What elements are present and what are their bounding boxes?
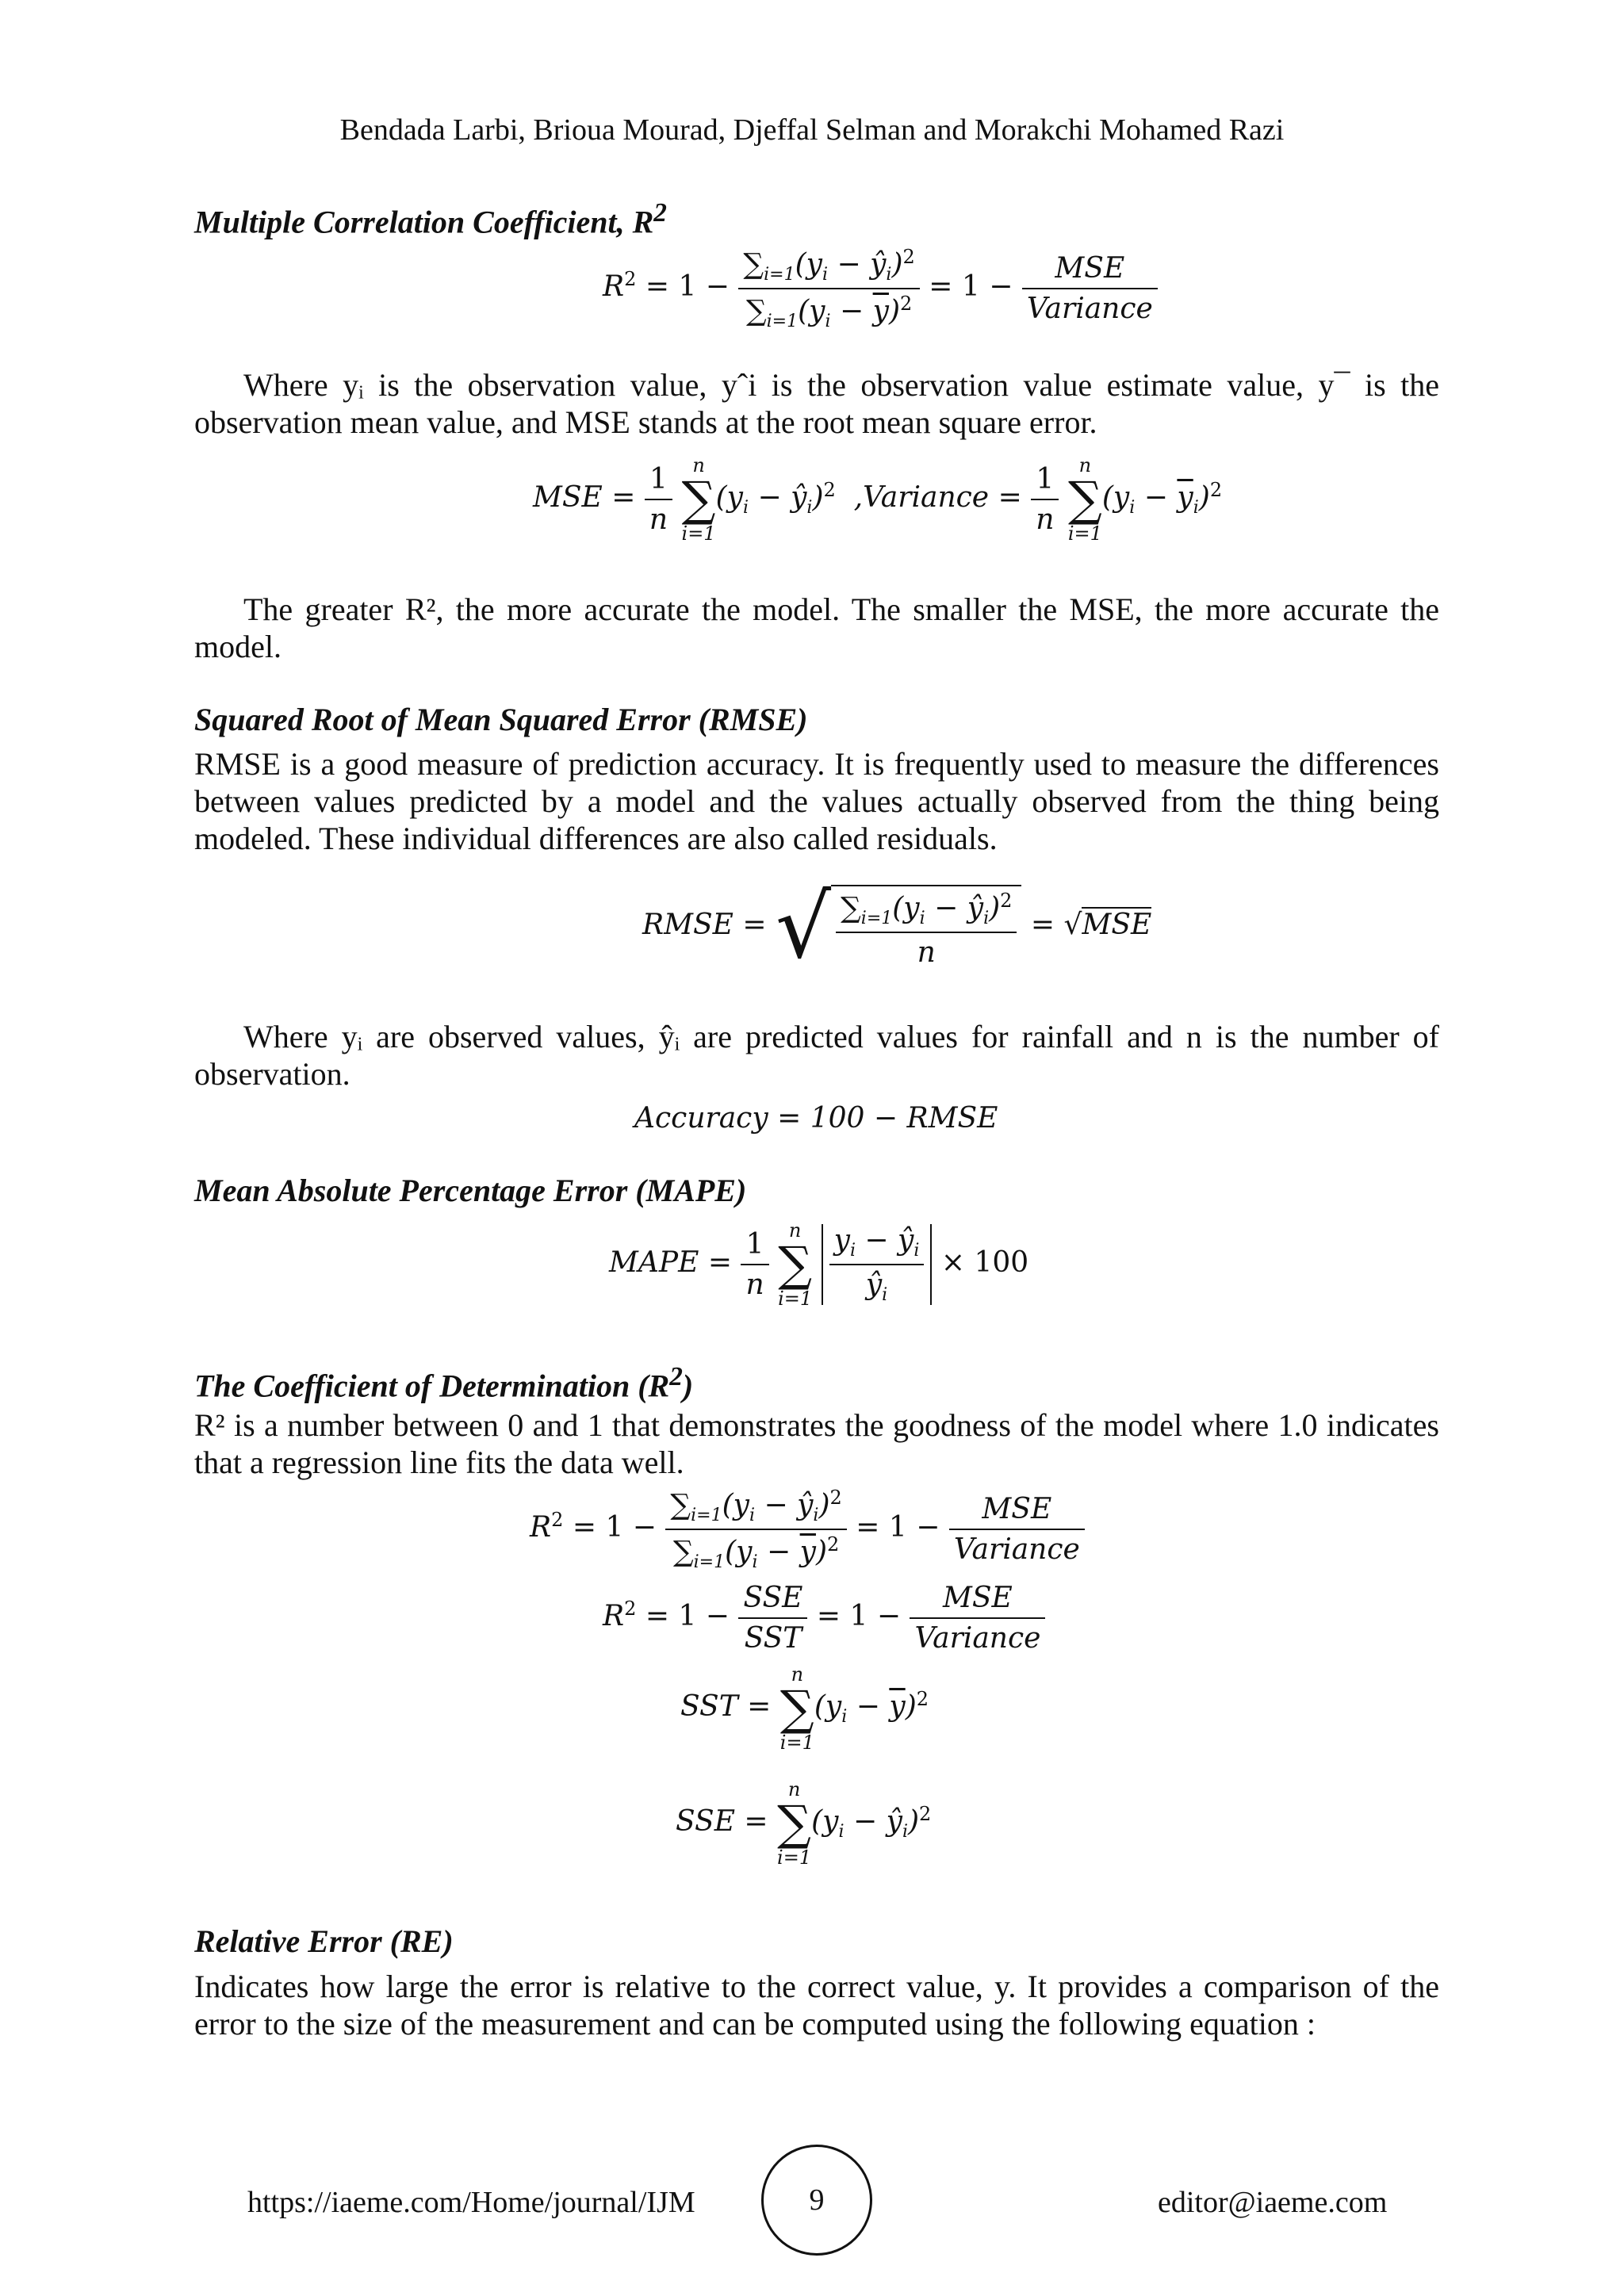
heading-tail: ): [682, 1368, 694, 1404]
section-heading-multiple-correlation: [194, 198, 667, 240]
equation-sse: SSE = n ∑ i=1 ($y_i$ − $ŷ_i)^2$: [676, 1778, 932, 1869]
equation-mape: MAPE = $\frac{1}{n}$ n ∑ i=1 $\frac{y_i - ŷ_i}{ŷ_i}$ × 100: [609, 1219, 1029, 1310]
heading-superscript: 2: [669, 1362, 683, 1391]
equation-accuracy: Accuracy = 100 − RMSE: [634, 1102, 998, 1135]
page-number: 9: [761, 2145, 872, 2256]
equation-r-squared-1: $R^2 = 1$ − $\frac{\sum_{i=1}(y_i - ŷ_i)^2}{\sum_{i=1}(y_i - \overline{y})^2}$ = 1 − $\frac{\text{MSE}}{\text{Variance}}$: [603, 246, 1158, 331]
paragraph-rmse-variables: Where yᵢ are observed values, ŷᵢ are predicted values for rainfall and n is the number of observation.: [194, 1019, 1439, 1092]
equation-sst: SST = n ∑ i=1 $(y_i - \overline{y})^2$: [680, 1663, 929, 1754]
equation-r-squared-2: $R^2 = 1$ − $\frac{\sum_{i=1}(y_i - ŷ_i)^2}{\sum_{i=1}(y_i - \overline{y})^2}$ = 1 − $\frac{\text{MSE}}{\text{Variance}}$: [530, 1487, 1085, 1572]
paragraph-rmse-description: RMSE is a good measure of prediction accuracy. It is frequently used to measure the differences between values predicted by a model and the values actually observed from the thing being modeled. These individual differences are also called residuals.: [194, 746, 1439, 856]
paragraph-observation-definition: Where yᵢ is the observation value, yˆi is the observation value estimate value, y¯ is the observation mean value, and MSE stands at the root mean square error.: [194, 367, 1439, 440]
equation-r-squared-sse-sst: $R^2 = 1$ − $\frac{\text{SSE}}{\text{SST}}$ = 1 − $\frac{\text{MSE}}{\text{Variance}}$: [603, 1582, 1045, 1655]
paragraph-r2-mse-accuracy: The greater R², the more accurate the model. The smaller the MSE, the more accurate the model.: [194, 591, 1439, 664]
equation-rmse: RMSE = √ $\frac{\sum_{i=1}(y_i - ŷ_i)^2}{n}$ = √MSE: [642, 876, 1152, 978]
section-heading-rmse: Squared Root of Mean Squared Error (RMSE): [194, 702, 808, 737]
footer-email[interactable]: editor@iaeme.com: [1158, 2186, 1388, 2219]
section-heading-determination: [194, 1362, 693, 1404]
paragraph-r2-definition: R² is a number between 0 and 1 that demonstrates the goodness of the model where 1.0 indicates that a regression line fits the data well.: [194, 1407, 1439, 1480]
section-heading-mape: Mean Absolute Percentage Error (MAPE): [194, 1173, 747, 1208]
equation-mse-variance: MSE = $\frac{1}{n}$ n ∑ i=1 ($y_i$ − $ŷ_i)^2$ ,Variance = $\frac{1}{n}$ n ∑ i=1 $(y_i - \overline{y}_i)^2$: [533, 454, 1223, 545]
footer-url[interactable]: https://iaeme.com/Home/journal/IJM: [247, 2186, 695, 2219]
paragraph-relative-error: Indicates how large the error is relative to the correct value, y. It provides a comparison of the error to the size of the measurement and can be computed using the following equation :: [194, 1969, 1439, 2042]
heading-superscript: 2: [653, 198, 667, 228]
heading-text: The Coefficient of Determination (R: [194, 1368, 670, 1404]
running-head: Bendada Larbi, Brioua Mourad, Djeffal Selman and Morakchi Mohamed Razi: [339, 113, 1285, 147]
heading-text: Multiple Correlation Coefficient, R: [194, 204, 654, 240]
section-heading-relative-error: Relative Error (RE): [194, 1923, 454, 1959]
